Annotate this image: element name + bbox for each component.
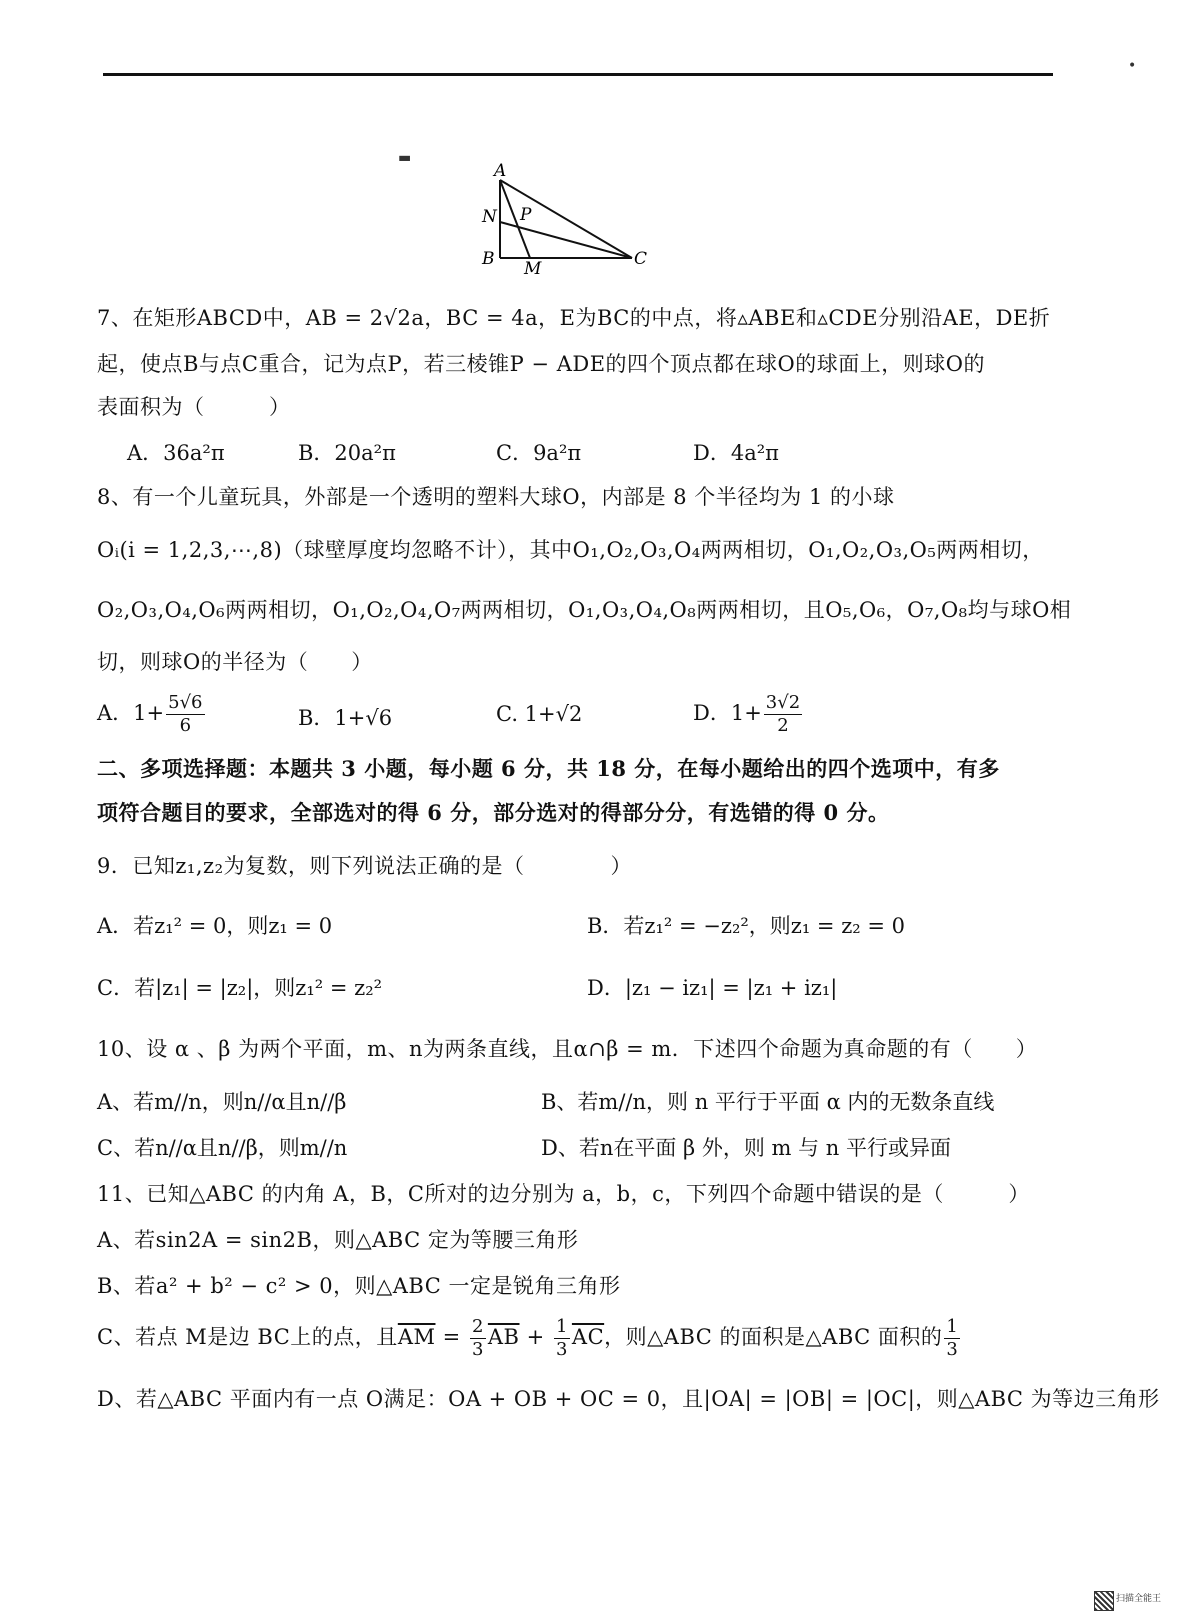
q10-option-d: D、若n在平面 β 外，则 m 与 n 平行或异面 <box>541 1136 951 1160</box>
fraction-denominator: 3 <box>471 1339 484 1360</box>
q9-option-d: D．|z₁ − iz₁| = |z₁ + iz₁| <box>587 976 838 1000</box>
q7-option-d: D．4a²π <box>693 441 779 465</box>
q10-option-c: C、若n//α且n//β，则m//n <box>97 1136 348 1160</box>
scan-speck: ▬ <box>398 150 412 166</box>
label-a: A <box>494 161 507 181</box>
scanner-watermark: 扫描全能王 <box>1116 1594 1162 1604</box>
q11-stem: 11、已知△ABC 的内角 A，B，C所对的边分别为 a，b，c，下列四个命题中错误的是（ ） <box>97 1182 1030 1206</box>
q9-option-c: C．若|z₁| = |z₂|，则z₁² = z₂² <box>97 976 383 1000</box>
q8-line4: 切，则球O的半径为（ ） <box>97 650 373 674</box>
label-n: N <box>482 207 497 227</box>
q7-line1: 7、在矩形ABCD中，AB = 2√2a，BC = 4a，E为BC的中点，将▵ABE和▵CDE分别沿AE，DE折 <box>97 306 1051 330</box>
q8-option-b: B．1+√6 <box>298 706 393 730</box>
q11-option-c <box>97 1318 1140 1359</box>
q8-option-d-fraction <box>764 694 802 735</box>
q9-option-a: A．若z₁² = 0，则z₁ = 0 <box>97 914 333 938</box>
top-rule <box>103 73 1053 76</box>
q11-c-suffix: ，则△ABC 的面积是△ABC 面积的 <box>604 1325 943 1349</box>
q9-stem: 9．已知z₁,z₂为复数，则下列说法正确的是（ ） <box>97 854 632 878</box>
q7-line3: 表面积为（ ） <box>97 395 291 419</box>
q10-stem: 10、设 α 、β 为两个平面，m、n为两条直线，且α∩β = m．下述四个命题为真命题的有（ ） <box>97 1037 1038 1061</box>
qr-code-icon <box>1094 1591 1114 1611</box>
fraction-numerator: 2 <box>471 1316 484 1337</box>
vector-am: $\overline{AM}$ <box>397 1325 436 1349</box>
scan-speck: • <box>1128 58 1137 74</box>
equals-sign: = <box>435 1325 468 1349</box>
fraction-numerator: 3√2 <box>765 692 801 713</box>
q9-option-b: B．若z₁² = −z₂²，则z₁ = z₂ = 0 <box>587 914 905 938</box>
plus-sign: + <box>519 1325 552 1349</box>
vector-ab: $\overline{AB}$ <box>487 1325 520 1349</box>
fraction-two-thirds <box>470 1318 486 1359</box>
q11-option-d: D、若△ABC 平面内有一点 O满足：OA + OB + OC = 0，且|OA| = |OB| = |OC|，则△ABC 为等边三角形 <box>97 1387 1160 1411</box>
q8-option-a-prefix: A．1+ <box>97 701 165 725</box>
fraction-denominator: 2 <box>777 715 789 736</box>
segment-nc <box>500 222 632 258</box>
q7-option-c: C．9a²π <box>496 441 582 465</box>
fraction-one-third-area <box>944 1318 960 1359</box>
q8-option-d-prefix: D．1+ <box>693 701 762 725</box>
q8-option-d <box>693 694 804 735</box>
vector-ac: $\overline{AC}$ <box>571 1325 605 1349</box>
fraction-one-third <box>554 1318 570 1359</box>
q11-option-b: B、若a² + b² − c² > 0，则△ABC 一定是锐角三角形 <box>97 1274 621 1298</box>
fraction-numerator: 1 <box>946 1316 959 1337</box>
q7-line2: 起，使点B与点C重合，记为点P，若三棱锥P − ADE的四个顶点都在球O的球面上，则球O的 <box>97 352 985 376</box>
label-c: C <box>634 249 648 269</box>
fraction-denominator: 3 <box>946 1339 959 1360</box>
q8-option-a-fraction <box>166 694 204 735</box>
fraction-numerator: 1 <box>555 1316 568 1337</box>
q8-option-c: C. 1+√2 <box>496 702 583 726</box>
section2-line1: 二、多项选择题：本题共 3 小题，每小题 6 分，共 18 分，在每小题给出的四个选项中，有多 <box>97 756 1000 781</box>
q8-line2: Oᵢ(i = 1,2,3,⋯,8)（球壁厚度均忽略不计），其中O₁,O₂,O₃,O₄两两相切，O₁,O₂,O₃,O₅两两相切， <box>97 538 1044 562</box>
q8-line3: O₂,O₃,O₄,O₆两两相切，O₁,O₂,O₄,O₇两两相切，O₁,O₃,O₄,O₈两两相切，且O₅,O₆，O₇,O₈均与球O相 <box>97 598 1072 622</box>
q11-option-a: A、若sin2A = sin2B，则△ABC 定为等腰三角形 <box>97 1228 579 1252</box>
label-m: M <box>524 259 542 279</box>
label-p: P <box>520 205 532 225</box>
q8-option-a <box>97 694 207 735</box>
fraction-denominator: 3 <box>555 1339 568 1360</box>
triangle-figure <box>470 160 670 280</box>
q11-c-prefix: C、若点 M是边 BC上的点，且 <box>97 1325 398 1349</box>
label-b: B <box>482 249 495 269</box>
fraction-numerator: 5√6 <box>168 692 203 713</box>
fraction-denominator: 6 <box>179 715 192 736</box>
section2-line2: 项符合题目的要求，全部选对的得 6 分，部分选对的得部分分，有选错的得 0 分。 <box>97 800 890 825</box>
q10-option-a: A、若m//n，则n//α且n//β <box>97 1090 347 1114</box>
q7-option-b: B．20a²π <box>298 441 396 465</box>
q10-option-b: B、若m//n，则 n 平行于平面 α 内的无数条直线 <box>541 1090 995 1114</box>
q7-option-a: A．36a²π <box>127 441 225 465</box>
q8-line1: 8、有一个儿童玩具，外部是一个透明的塑料大球O，内部是 8 个半径均为 1 的小球 <box>97 485 895 509</box>
